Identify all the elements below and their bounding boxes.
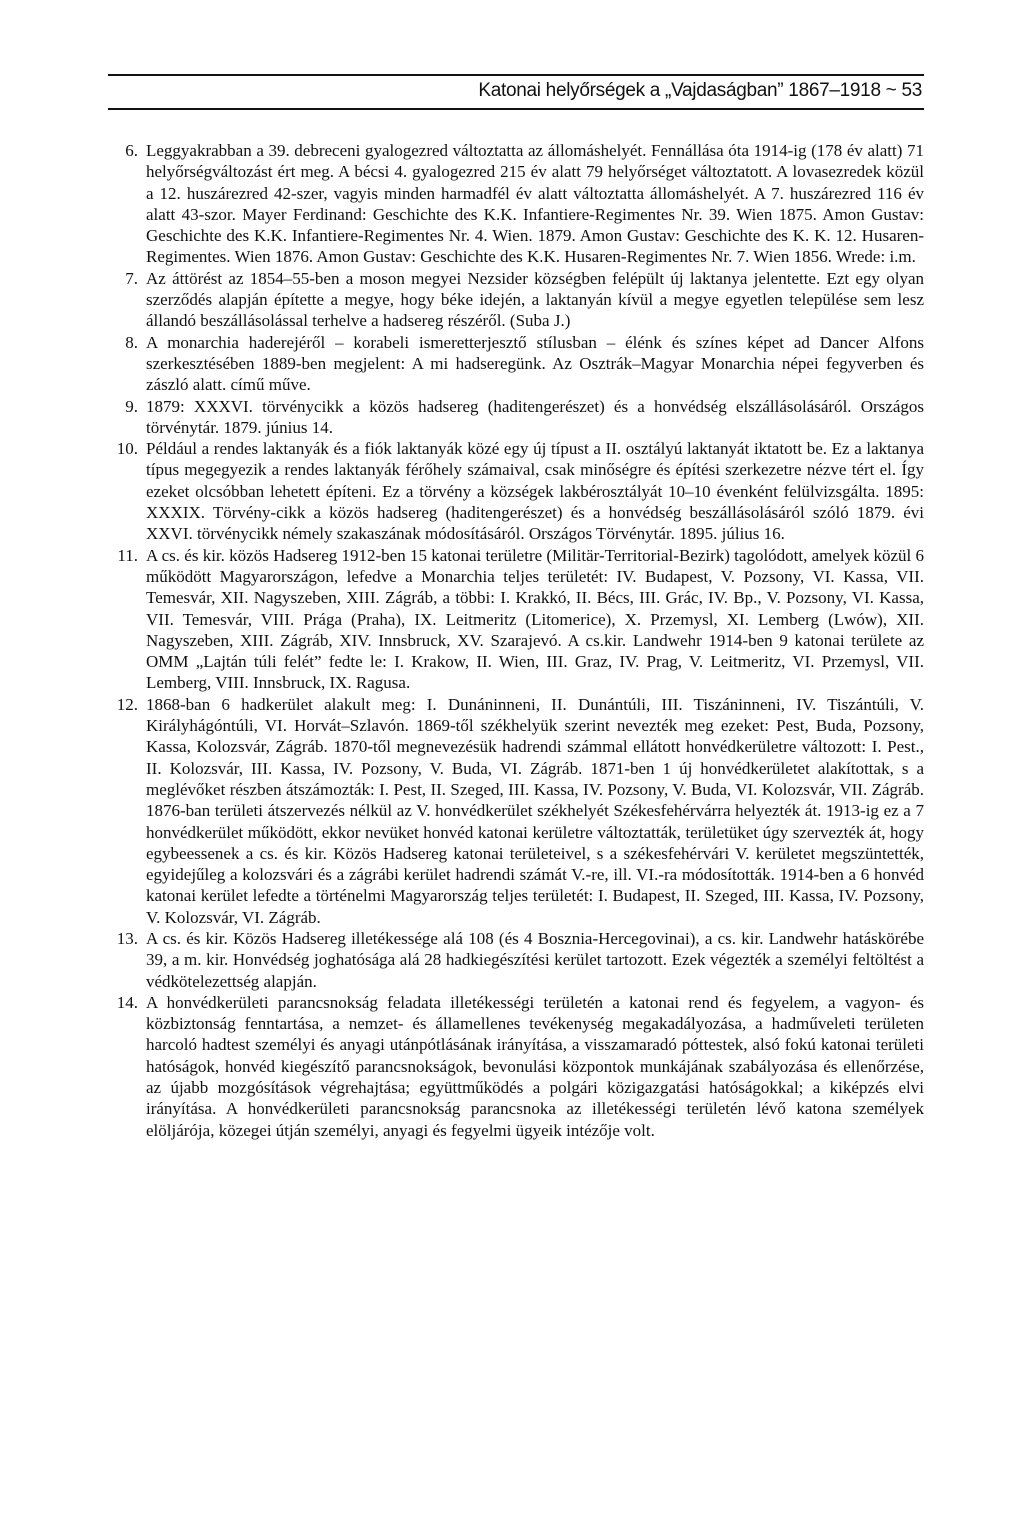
endnote-number: 10. — [116, 439, 138, 459]
endnote-12 — [108, 694, 924, 928]
endnote-number: 9. — [125, 396, 138, 416]
running-header — [108, 74, 924, 110]
endnote-text: A cs. és kir. Közös Hadsereg illetékessége alá 108 (és 4 Bosznia-Hercegovinai), a cs. kir. Landwehr hatáskörébe 39, a m. kir. Honvédség joghatósága alá 28 hadkiegészítési kerület tartozott. Ezek végezték a személyi feltöltést a védkötelezettség alapján. — [146, 928, 924, 991]
endnote-text: Az áttörést az 1854–55-ben a moson megyei Nezsider községben felépült új laktanya jelentette. Ezt egy olyan szerződés alapján építette a megye, hogy béke idején, a laktanyán kívül a megye egyetlen települése sem lesz állandó beszállásolással terhelve a hadsereg részéről. (Suba J.) — [146, 268, 924, 331]
endnote-number: 13. — [116, 928, 138, 948]
endnote-number: 6. — [125, 141, 138, 160]
endnote-10 — [108, 438, 924, 544]
endnote-7 — [108, 268, 924, 332]
endnote-13 — [108, 928, 924, 992]
endnote-text: 1868-ban 6 hadkerület alakult meg: I. Dunáninneni, II. Dunántúli, III. Tiszáninneni, IV. Tiszántúli, V. Királyhágóntúli, VI. Horvát–Szlavón. 1869-től székhelyük szerint nevezték meg ezeket: Pest, Buda, Pozsony, Kassa, Kolozsvár, Zágráb. 1870-től megnevezésük hadrendi számmal ellátott honvédkerületre változott: I. Pest., II. Kolozsvár, III. Kassa, IV. Pozsony, V. Buda, VI. Zágráb. 1871-ben 1 új honvédkerületet alakítottak, s a meglévőket részben átszámozták: I. Pest, II. Szeged, III. Kassa, IV. Pozsony, V. Buda, VI. Kolozsvár, VII. Zágráb. 1876-ban területi átszervezés nélkül az V. honvédkerület székhelyét Székesfehérvárra helyezték át. 1913-ig ez a 7 honvédkerület működött, ekkor nevüket honvéd katonai kerületre változtatták, területüket úgy szervezték át, hogy egybeessenek a cs. és kir. Közös Hadsereg katonai területeivel, s a székesfehérvári V. kerületet megszüntették, egyidejűleg a kolozsvári és a zágrábi kerület hadrendi számát V.-re, ill. VI.-ra módosították. 1914-ben a 6 honvéd katonai kerület lefedte a történelmi Magyarország teljes területét: I. Budapest, II. Szeged, III. Kassa, IV. Pozsony, V. Kolozsvár, VI. Zágráb. — [146, 694, 924, 927]
endnote-11 — [108, 545, 924, 694]
endnote-text: 1879: XXXVI. törvénycikk a közös hadsereg (haditengerészet) és a honvédség elszállásolásáról. Országos törvénytár. 1879. június 14. — [146, 396, 924, 437]
running-title: Katonai helyőrségek a „Vajdaságban” 1867–1918 ~ 53 — [478, 80, 922, 101]
endnote-number: 14. — [116, 992, 138, 1012]
endnote-text: Leggyakrabban a 39. debreceni gyalogezred változtatta az állomáshelyét. Fennállása óta 1914-ig (178 év alatt) 71 helyőrségváltozást ért meg. A bécsi 4. gyalogezred 215 év alatt 79 helyőrséget változtatott. A lovasezredek közül a 12. huszárezred 42-szer, vagyis minden harmadfél év alatt változtatta állomáshelyét. A 7. huszárezred 116 év alatt 43-szor. Mayer Ferdinand: Geschichte des K.K. Infantiere-Regimentes Nr. 39. Wien 1875. Amon Gustav: Geschichte des K.K. Infantiere-Regimentes Nr. 4. Wien. 1879. Amon Gustav: Geschichte des K. K. 12. Husaren-Regimentes. Wien 1876. Amon Gustav: Geschichte des K.K. Husaren-Regimentes Nr. 7. Wien 1856. Wrede: i.m. — [146, 141, 924, 267]
endnote-text: A monarchia haderejéről – korabeli ismeretterjesztő stílusban – élénk és színes képet ad Dancer Alfons szerkesztésében 1889-ben megjelent: A mi hadseregünk. Az Osztrák–Magyar Monarchia népei fegyverben és zászló alatt. című műve. — [146, 332, 924, 395]
endnotes-list — [108, 140, 924, 1141]
endnote-text: A cs. és kir. közös Hadsereg 1912-ben 15 katonai területre (Militär-Territorial-Bezirk) tagolódott, amelyek közül 6 működött Magyarországon, lefedve a Monarchia teljes területét: IV. Budapest, V. Pozsony, VI. Kassa, VII. Temesvár, XII. Nagyszeben, XIII. Zágráb, a többi: I. Krakkó, II. Bécs, III. Grác, IV. Bp., V. Pozsony, VI. Kassa, VII. Temesvár, VIII. Prága (Praha), IX. Leitmeritz (Litomerice), X. Przemysl, XI. Lemberg (Lwów), XII. Nagyszeben, XIII. Zágráb, XIV. Innsbruck, XV. Szarajevó. A cs.kir. Landwehr 1914-ben 9 katonai területe az OMM „Lajtán túli felét” fedte le: I. Krakow, II. Wien, III. Graz, IV. Prag, V. Leitmeritz, VI. Przemysl, VII. Lemberg, VIII. Innsbruck, IX. Ragusa. — [146, 545, 924, 693]
endnote-8 — [108, 332, 924, 396]
endnote-9 — [108, 396, 924, 439]
endnote-number: 7. — [125, 268, 138, 288]
endnote-6 — [108, 140, 924, 268]
endnote-number: 11. — [117, 545, 138, 565]
endnote-number: 8. — [125, 332, 138, 352]
endnote-text: Például a rendes laktanyák és a fiók laktanyák közé egy új típust a II. osztályú laktanyát iktatott be. Ez a laktanya típus megegyezik a rendes laktanyák férőhely számaival, csak minőségre és építési szerkezetre nézve tért el. Így ezeket olcsóbban lehetett építeni. Ez a törvény a községek lakbérosztályát 10–10 évenként felülvizsgálta. 1895: XXXIX. Törvény-cikk a közös hadsereg (haditengerészet) és a honvédség beszállásolásáról szóló 1879. évi XXVI. törvénycikk némely szakaszának módosításáról. Országos Törvénytár. 1895. július 16. — [146, 439, 924, 544]
endnote-text: A honvédkerületi parancsnokság feladata illetékességi területén a katonai rend és fegyelem, a vagyon- és közbiztonság fenntartása, a nemzet- és államellenes tevékenység megakadályozása, a hadműveleti területen harcoló hadtest személyi és anyagi utánpótlásának irányítása, a visszamaradó póttestek, alsó fokú katonai területi hatóságok, honvéd kiegészítő parancsnokságok, bevonulási központok munkájának szabályozása és ellenőrzése, az újabb mozgósítások végrehajtása; együttműködés a polgári közigazgatási hatóságokkal; a kiképzés elvi irányítása. A honvédkerületi parancsnokság parancsnoka az illetékességi területén lévő katona személyek elöljárója, közegei útján személyi, anyagi és fegyelmi ügyeik intézője volt. — [146, 992, 924, 1140]
endnote-14 — [108, 992, 924, 1141]
endnote-number: 12. — [116, 694, 138, 714]
